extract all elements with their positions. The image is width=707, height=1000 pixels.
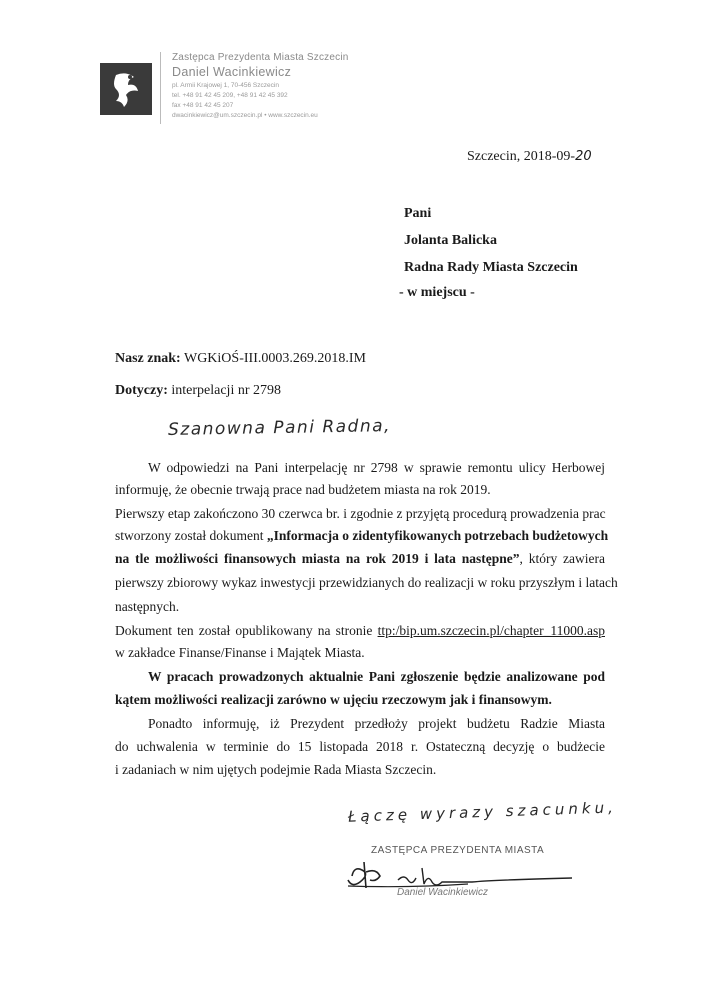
subject-label: Dotyczy: — [115, 383, 168, 398]
handwritten-salutation: Szanowna Pani Radna, — [167, 416, 392, 440]
body-p2-line1: Pierwszy etap zakończono 30 czerwca br. i zgodnie z przyjętą procedurą prowadzenia prac — [115, 506, 606, 521]
body-p2-line2 — [115, 528, 609, 544]
recipient-role: Radna Rady Miasta Szczecin — [404, 260, 578, 275]
letterhead-email-web: dwacinkiewicz@um.szczecin.pl • www.szczecin.eu — [172, 112, 318, 119]
letterhead-fax: fax +48 91 42 45 207 — [172, 102, 234, 109]
body-p3-line1-plain: Dokument ten został opublikowany na stronie — [115, 623, 378, 638]
body-p2-line3 — [115, 551, 605, 567]
bip-link[interactable]: ttp:/bip.um.szczecin.pl/chapter_11000.asp — [377, 623, 605, 638]
body-p2-line2-plain: stworzony został dokument — [115, 528, 267, 543]
body-p4-line2: kątem możliwości realizacji zarówno w ujęciu rzeczowym jak i finansowym. — [115, 692, 552, 707]
body-p4-line1: W pracach prowadzonych aktualnie Pani zgłoszenie będzie analizowane pod — [148, 669, 605, 684]
subject-reference — [115, 383, 281, 399]
letterhead-title: Zastępca Prezydenta Miasta Szczecin — [172, 52, 349, 63]
city-logo — [100, 63, 152, 115]
recipient-location: - w miejscu - — [399, 285, 475, 300]
letterhead-divider — [160, 52, 161, 124]
our-reference-label: Nasz znak: — [115, 351, 181, 366]
griffin-logo-icon — [100, 63, 152, 115]
body-p3-line2: w zakładce Finanse/Finanse i Majątek Miasta. — [115, 645, 365, 660]
recipient-salutation: Pani — [404, 206, 432, 221]
body-p2-line4: pierwszy zbiorowy wykaz inwestycji przewidzianych do realizacji w roku przyszłym i latach — [115, 575, 618, 590]
letterhead-address: pl. Armii Krajowej 1, 70-456 Szczecin — [172, 82, 279, 89]
subject-value: interpelacji nr 2798 — [171, 383, 282, 398]
body-p1-line1: W odpowiedzi na Pani interpelację nr 2798 w sprawie remontu ulicy Herbowej — [148, 460, 605, 475]
body-p3-line1 — [115, 623, 605, 639]
letter-date — [467, 149, 592, 165]
letterhead-phone: tel. +48 91 42 45 209, +48 91 42 45 392 — [172, 92, 288, 99]
body-p5-line2: do uchwalenia w terminie do 15 listopada 2018 r. Ostateczną decyzję o budżecie — [115, 739, 605, 754]
body-p2-line5: następnych. — [115, 599, 180, 614]
date-handwritten-day: 20 — [575, 149, 592, 164]
handwritten-closing: Łączę wyrazy szacunku, — [347, 798, 618, 826]
our-reference-value: WGKiOŚ-III.0003.269.2018.IM — [183, 351, 366, 366]
date-printed: Szczecin, 2018-09- — [467, 149, 576, 164]
body-p1-line2: informuję, że obecnie trwają prace nad budżetem miasta na rok 2019. — [115, 482, 491, 497]
our-reference — [115, 351, 366, 367]
stamp-name: Daniel Wacinkiewicz — [397, 887, 488, 898]
recipient-name: Jolanta Balicka — [404, 233, 497, 248]
document-title-part1: „Informacja o zidentyfikowanych potrzebach budżetowych — [266, 528, 609, 543]
body-p5-line1: Ponadto informuję, iż Prezydent przedłoży projekt budżetu Radzie Miasta — [148, 716, 605, 731]
body-p2-line3-plain: , który zawiera — [519, 551, 605, 566]
letterhead-name: Daniel Wacinkiewicz — [172, 65, 292, 79]
body-p5-line3: i zadaniach w nim ujętych podejmie Rada Miasta Szczecin. — [115, 762, 437, 777]
stamp-title: ZASTĘPCA PREZYDENTA MIASTA — [371, 845, 545, 856]
document-title-part2: na tle możliwości finansowych miasta na rok 2019 i lata następne” — [115, 551, 520, 566]
